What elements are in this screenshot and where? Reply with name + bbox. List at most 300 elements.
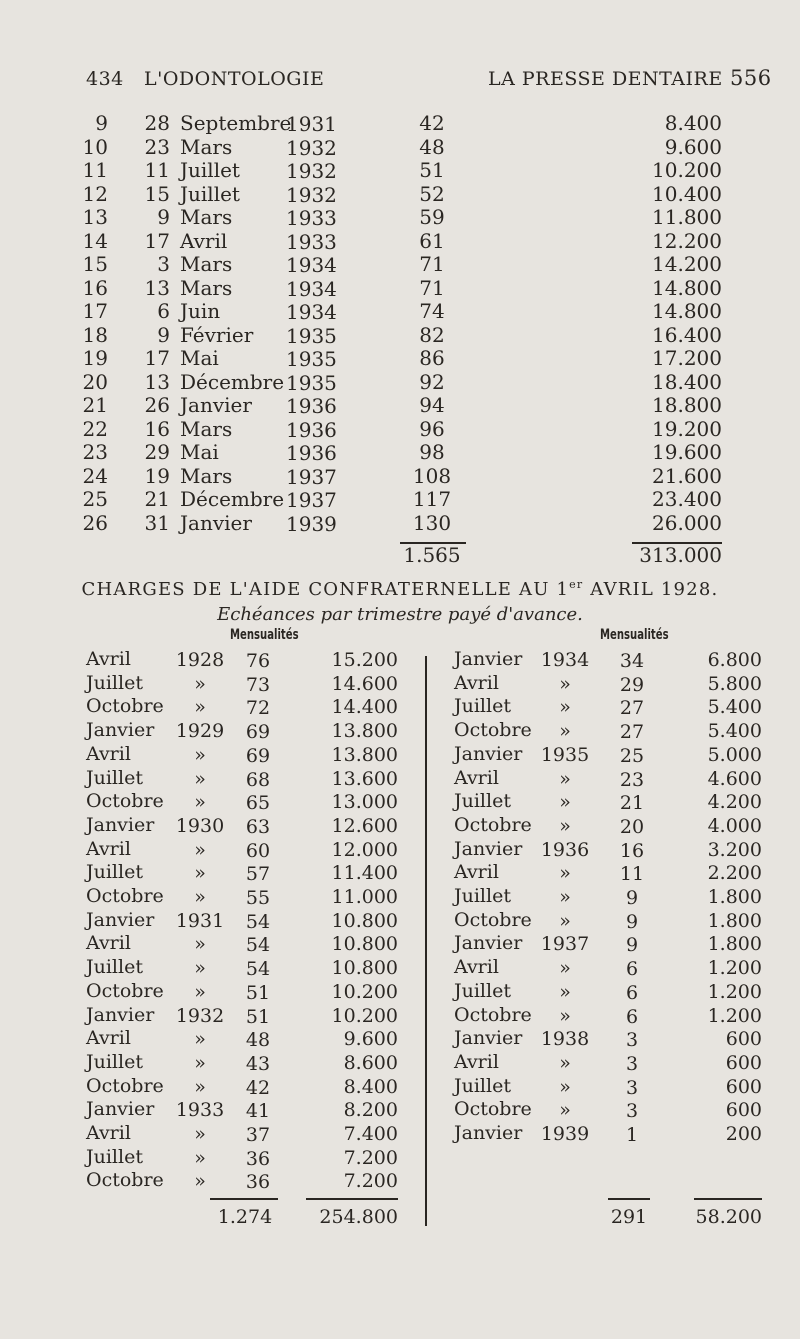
row-month: Juillet [454,885,511,907]
row-mens: 20 [619,815,645,838]
row-year: » [194,862,206,885]
row-year: 1934 [286,253,337,277]
row-year: 1935 [286,347,337,371]
section-title: CHARGES DE L'AIDE CONFRATERNELLE AU 1er AVRIL 1928. [81,578,719,600]
row-mens: 54 [245,958,271,981]
row-day: 23 [144,134,170,159]
row-number: 13 [82,205,108,229]
row-year: » [194,838,206,861]
row-mens: 27 [619,721,645,744]
row-amount: 13.800 [331,743,398,766]
row-amount: 8.200 [343,1099,398,1122]
row-mens: 65 [245,792,271,815]
row-month: Septembre [180,111,292,135]
row-month: Juillet [180,158,240,182]
row-number: 22 [82,416,108,441]
row-mens: 9 [625,934,639,957]
row-amount: 10.200 [331,980,398,1003]
row-amount: 18.400 [652,369,722,394]
row-year: 1939 [286,511,337,536]
row-amount: 4.600 [707,767,762,790]
row-number: 19 [82,346,108,370]
left-total-rule-mens [210,1198,278,1200]
row-number: 14 [82,228,108,253]
row-year: » [194,791,206,814]
row-month: Juillet [454,790,511,813]
row-amount: 13.000 [331,791,398,814]
row-day: 9 [157,322,170,347]
row-year: » [194,1051,206,1074]
row-month: Octobre [454,813,532,836]
row-year: 1935 [286,370,337,395]
row-year: 1933 [286,229,337,254]
row-month: Décembre [180,369,285,394]
row-number: 10 [82,134,108,159]
row-mens: 54 [245,910,271,933]
row-year: » [194,1170,206,1193]
row-day: 21 [144,487,170,511]
row-month: Mars [180,463,233,488]
section-subtitle: Echéances par trimestre payé d'avance. [217,604,583,625]
row-month: Juillet [86,766,143,789]
row-amount: 10.800 [331,909,398,932]
row-mens: 6 [625,981,639,1004]
row-mens: 9 [625,887,639,909]
row-number: 24 [82,463,108,488]
row-amount: 9.600 [664,134,722,159]
row-mens: 69 [245,721,271,744]
row-number: 17 [82,299,108,323]
row-amount: 7.200 [343,1146,398,1169]
row-count: 74 [419,299,445,323]
row-year: » [559,814,571,837]
row-month: Mars [180,134,233,159]
row-mens: 9 [625,910,639,933]
row-year: » [559,886,571,908]
row-month: Octobre [454,1003,532,1026]
row-month: Octobre [86,1169,164,1192]
row-year: 1935 [540,743,590,766]
row-count: 108 [412,463,452,488]
row-month: Juillet [454,695,511,718]
row-month: Janvier [454,648,523,670]
row-mens: 54 [245,934,271,957]
row-amount: 13.600 [331,767,398,790]
row-day: 19 [144,463,170,488]
row-amount: 18.800 [652,393,722,417]
left-total-rule-amount [306,1198,398,1200]
row-mens: 1 [625,1124,639,1146]
row-year: » [559,909,571,932]
row-mens: 6 [625,958,639,981]
row-count: 96 [419,416,445,441]
row-year: » [194,957,206,980]
row-amount: 600 [725,1028,762,1051]
row-year: 1938 [540,1028,590,1051]
row-number: 21 [82,393,108,417]
row-year: » [194,672,206,695]
row-amount: 15.200 [331,649,398,671]
row-amount: 1.200 [707,957,762,980]
row-amount: 14.600 [331,672,398,695]
row-month: Janvier [86,719,155,742]
row-year: 1934 [540,649,590,671]
row-mens: 36 [245,1171,271,1194]
row-amount: 14.800 [652,299,722,323]
row-amount: 11.400 [331,862,398,885]
row-month: Juillet [86,1145,143,1168]
row-count: 51 [419,158,445,182]
row-month: Janvier [86,1098,155,1121]
row-mens: 72 [245,697,271,720]
left-total-mens: 1.274 [217,1206,273,1228]
row-amount: 23.400 [652,487,722,511]
row-month: Avril [86,742,131,765]
row-month: Octobre [86,979,164,1002]
row-day: 26 [144,393,170,417]
right-total-rule-amount [694,1198,762,1200]
row-count: 86 [419,346,445,370]
row-amount: 11.000 [331,886,398,908]
row-year: 1930 [175,814,225,837]
row-mens: 25 [619,744,645,767]
row-month: Juillet [86,861,143,884]
mensualites-header-right: Mensualités [600,627,669,643]
row-mens: 37 [245,1124,271,1146]
row-year: » [559,957,571,980]
row-mens: 27 [619,697,645,720]
row-mens: 43 [245,1052,271,1075]
row-amount: 1.200 [707,980,762,1003]
row-year: » [194,743,206,766]
row-number: 11 [82,158,108,182]
row-amount: 19.600 [652,440,722,464]
row-month: Janvier [86,1003,155,1026]
row-month: Juillet [86,956,143,979]
row-month: Janvier [180,393,252,417]
row-month: Avril [86,837,131,860]
row-amount: 4.000 [707,814,762,837]
row-day: 31 [144,510,170,535]
row-number: 20 [82,369,108,394]
row-day: 9 [157,205,170,229]
row-year: » [194,1146,206,1169]
row-year: 1937 [286,488,337,512]
row-amount: 5.400 [707,720,762,743]
row-amount: 21.600 [652,463,722,488]
row-count: 71 [419,275,445,300]
mensualites-header-left: Mensualités [230,627,299,643]
row-mens: 21 [619,792,645,815]
total-amount: 313.000 [639,543,722,567]
row-count: 94 [419,393,445,417]
row-day: 11 [144,158,170,182]
row-month: Avril [454,861,499,884]
row-day: 6 [157,299,170,323]
row-year: » [194,767,206,790]
row-year: » [559,1075,571,1098]
row-amount: 1.800 [707,886,762,908]
row-day: 13 [144,369,170,394]
row-year: 1929 [175,720,225,743]
row-month: Octobre [454,908,532,931]
row-amount: 600 [725,1051,762,1074]
row-month: Avril [180,228,228,253]
row-amount: 3.200 [707,838,762,861]
row-mens: 48 [245,1029,271,1052]
row-year: » [559,1051,571,1074]
row-amount: 10.400 [652,181,722,206]
row-month: Janvier [86,813,155,836]
row-mens: 41 [245,1100,271,1123]
row-number: 16 [82,275,108,300]
row-amount: 17.200 [652,346,722,370]
row-month: Juillet [86,671,143,694]
row-count: 92 [419,369,445,394]
row-month: Avril [86,1027,131,1050]
row-mens: 51 [245,1005,271,1028]
row-month: Avril [454,1050,499,1073]
row-number: 9 [95,111,108,135]
row-year: 1932 [286,135,337,160]
row-amount: 8.400 [664,111,722,135]
row-amount: 12.200 [652,228,722,253]
row-year: 1931 [286,112,337,136]
row-year: » [559,791,571,814]
row-month: Octobre [86,695,164,718]
row-month: Juillet [454,979,511,1002]
row-year: 1932 [286,182,337,207]
row-mens: 3 [625,1076,639,1099]
row-amount: 14.800 [652,275,722,300]
row-mens: 57 [245,863,271,886]
row-year: » [194,1028,206,1051]
row-mens: 68 [245,768,271,791]
row-year: 1935 [286,323,337,348]
row-amount: 19.200 [652,416,722,441]
row-amount: 10.800 [331,933,398,956]
row-amount: 14.400 [331,696,398,719]
row-count: 82 [419,322,445,347]
row-number: 12 [82,181,108,206]
column-divider [425,656,427,1226]
row-mens: 11 [619,863,645,886]
row-year: » [194,1123,206,1145]
right-total-amount: 58.200 [695,1206,762,1228]
row-mens: 6 [625,1005,639,1028]
row-month: Octobre [454,1098,532,1121]
row-month: Janvier [454,1122,523,1144]
row-mens: 76 [245,650,271,672]
row-year: » [194,1075,206,1098]
row-month: Avril [86,1122,131,1144]
row-year: » [194,886,206,908]
row-year: » [559,672,571,695]
row-amount: 8.600 [343,1051,398,1074]
row-month: Octobre [86,790,164,813]
row-day: 28 [144,111,170,135]
row-mens: 3 [625,1100,639,1123]
row-month: Octobre [86,1074,164,1097]
row-amount: 1.200 [707,1004,762,1027]
journal-title-right: LA PRESSE DENTAIRE [488,68,723,90]
row-mens: 73 [245,673,271,696]
row-day: 16 [144,416,170,441]
row-year: 1933 [286,206,337,230]
row-year: 1937 [540,933,590,956]
row-count: 42 [419,111,445,135]
row-amount: 7.400 [343,1123,398,1145]
row-day: 17 [144,228,170,253]
row-mens: 69 [245,744,271,767]
row-count: 130 [412,510,452,535]
row-month: Mai [180,440,219,464]
row-count: 59 [419,205,445,229]
row-mens: 60 [245,839,271,862]
row-year: » [559,980,571,1003]
row-month: Avril [454,671,499,694]
row-mens: 3 [625,1052,639,1075]
row-amount: 8.400 [343,1075,398,1098]
row-year: » [194,696,206,719]
row-amount: 1.800 [707,909,762,932]
row-year: 1932 [175,1004,225,1027]
row-count: 117 [412,487,452,511]
row-year: » [559,720,571,743]
row-year: 1932 [286,159,337,183]
row-amount: 6.800 [707,649,762,671]
row-month: Mai [180,346,219,370]
row-day: 17 [144,346,170,370]
row-year: 1936 [286,394,337,418]
row-mens: 29 [619,673,645,696]
row-month: Décembre [180,487,285,511]
row-count: 61 [419,228,445,253]
row-month: Janvier [86,908,155,931]
row-month: Janvier [454,932,523,955]
row-month: Octobre [454,719,532,742]
row-amount: 1.800 [707,933,762,956]
row-amount: 9.600 [343,1028,398,1051]
row-month: Juillet [454,1074,511,1097]
row-amount: 200 [725,1123,762,1145]
row-year: » [559,862,571,885]
row-month: Avril [86,932,131,955]
row-mens: 36 [245,1147,271,1170]
row-year: » [559,1004,571,1027]
row-number: 15 [82,252,108,276]
row-month: Janvier [454,742,523,765]
row-day: 15 [144,181,170,206]
row-year: 1936 [540,838,590,861]
right-total-rule-mens [608,1198,650,1200]
row-mens: 16 [619,839,645,862]
row-number: 25 [82,487,108,511]
journal-title-left: L'ODONTOLOGIE [144,68,325,90]
row-mens: 42 [245,1076,271,1099]
row-year: » [559,767,571,790]
row-month: Janvier [454,837,523,860]
row-count: 48 [419,134,445,159]
row-amount: 600 [725,1099,762,1122]
row-amount: 10.200 [652,158,722,182]
row-mens: 51 [245,981,271,1004]
row-amount: 7.200 [343,1170,398,1193]
row-amount: 14.200 [652,252,722,276]
row-year: 1939 [540,1123,590,1145]
row-year: 1936 [286,417,337,442]
row-mens: 55 [245,887,271,909]
row-amount: 13.800 [331,720,398,743]
right-total-mens: 291 [610,1206,648,1228]
row-year: » [194,980,206,1003]
row-month: Janvier [454,1027,523,1050]
row-month: Avril [86,648,131,670]
row-amount: 5.400 [707,696,762,719]
row-number: 18 [82,322,108,347]
row-year: » [194,933,206,956]
row-amount: 5.800 [707,672,762,695]
row-amount: 5.000 [707,743,762,766]
row-number: 26 [82,510,108,535]
row-year: 1934 [286,300,337,324]
row-month: Avril [454,956,499,979]
row-amount: 16.400 [652,322,722,347]
row-year: 1931 [175,909,225,932]
row-mens: 63 [245,815,271,838]
row-amount: 12.000 [331,838,398,861]
row-year: 1937 [286,464,337,489]
row-month: Octobre [86,885,164,907]
row-amount: 10.800 [331,957,398,980]
row-month: Mars [180,252,233,276]
row-mens: 3 [625,1029,639,1052]
row-amount: 10.200 [331,1004,398,1027]
row-month: Mars [180,416,233,441]
row-year: 1936 [286,441,337,465]
row-count: 98 [419,440,445,464]
row-year: 1934 [286,276,337,301]
row-year: » [559,696,571,719]
page-number-left: 434 [86,68,124,90]
row-month: Février [180,322,254,347]
row-month: Juillet [86,1050,143,1073]
row-amount: 11.800 [652,205,722,229]
row-count: 71 [419,252,445,276]
row-year: 1928 [175,649,225,671]
row-amount: 600 [725,1075,762,1098]
row-mens: 23 [619,768,645,791]
row-year: » [559,1099,571,1122]
left-total-amount: 254.800 [319,1206,398,1228]
row-month: Juillet [180,181,240,206]
row-month: Mars [180,205,233,229]
row-year: 1933 [175,1099,225,1122]
row-month: Mars [180,275,233,300]
row-number: 23 [82,440,108,464]
row-day: 3 [157,252,170,276]
row-amount: 4.200 [707,791,762,814]
row-month: Avril [454,766,499,789]
row-day: 13 [144,275,170,300]
total-count: 1.565 [403,543,461,567]
row-count: 52 [419,181,445,206]
row-day: 29 [144,440,170,464]
row-amount: 2.200 [707,862,762,885]
page-number-right: 556 [730,66,772,90]
row-month: Janvier [180,510,252,535]
row-mens: 34 [619,650,645,672]
